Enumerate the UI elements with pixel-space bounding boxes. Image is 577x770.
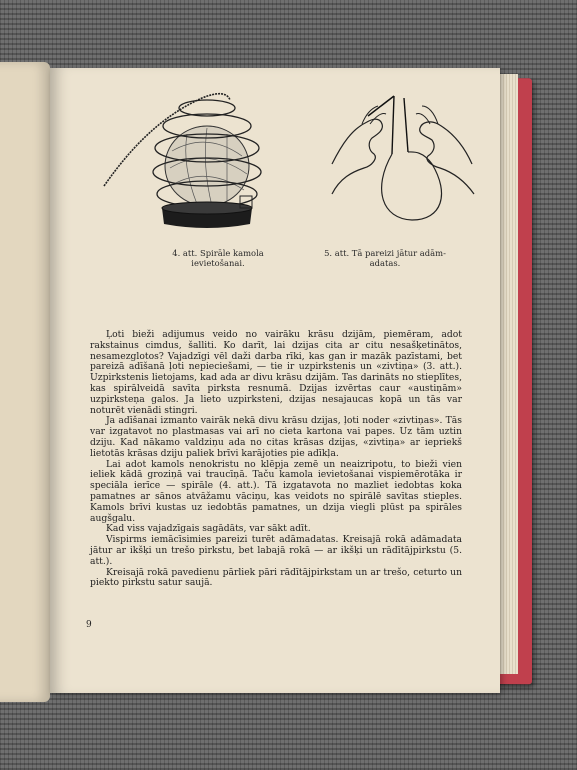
paragraph-6: Kreisajā rokā pavedienu pārliek pāri rādītājpirkstam un ar trešo, ceturto un piekto pirkstu satur saujā. <box>90 566 462 589</box>
book-page <box>50 68 500 693</box>
body-text <box>90 330 462 589</box>
figure-5-illustration <box>322 94 487 224</box>
figure-5-caption <box>320 248 450 268</box>
paragraph-4: Kad viss vajadzīgais sagādāts, var sākt adīt. <box>106 523 311 535</box>
figure-5-caption-line-1: 5. att. Tā pareizi jātur adām- <box>324 248 446 258</box>
figure-5-caption-line-2: adatas. <box>369 258 401 268</box>
paragraph-1: Ļoti bieži adijumus veido no vairāku krāsu dzijām, piemēram, adot rakstainus cimdus, šalliti. Ko darīt, lai dzijas cita ar citu nesašķetinātos, nesamezglotos? Vajadzīgi vēl daži darba rīki, kas gan ir mazāk pazīstami, bet pareizā adīšanā ļoti nepieciešami, — tie ir uzpirkstenis un «zivtiņa» (3. att.). Uzpirkstenis lietojams, kad ada ar divu krāsu dzijām. Tas darināts no stieplītes, kas spirālveidā savīta pirksta resnumā. Dzijas izvērtas caur «austiņām» uzpirksteņa galos. Ja lieto uzpirksteni, dzijas nesajaucas kopā un tās var noturēt vienādi stingri. <box>90 329 462 416</box>
figure-4-caption <box>158 248 278 268</box>
paragraph-2: Ja adīšanai izmanto vairāk nekā divu krāsu dzijas, ļoti noder «zivtiņas». Tās var izgatavot no plastmasas vai arī no cieta kartona vai papes. Uz tām uztin dziju. Kad nākamo valdziņu ada no citas krāsas dzijas, «zivtiņa» ar iepriekš lietotās krāsas dziju paliek brīvi karājoties pie adīkļa. <box>90 415 462 459</box>
page-number: 9 <box>86 620 92 630</box>
figure-4-illustration <box>102 86 267 236</box>
paragraph-3: Lai adot kamols nenokristu no klēpja zemē un neaizripotu, to bieži vien ieliek kādā groziņā vai traucīņā. Taču kamola ievietošanai vispiemērotāka ir speciāla ierīce — spirāle (4. att.). Tā izgatavota no mazliet iedobtas koka pamatnes ar sānos atvāžamu vāciņu, kas veidots no spirālē savītas stieples. Kamols brīvi kustas uz iedobtās pamatnes, un dzija viegli plūst pa spirāles augšgalu. <box>90 458 462 524</box>
figure-4-caption-line-2: ievietošanai. <box>191 258 245 268</box>
left-page <box>0 62 50 702</box>
paragraph-5: Vispirms iemācīsimies pareizi turēt adāmadatas. Kreisajā rokā adāmadata jātur ar ikšķi un trešo pirkstu, bet labajā rokā — ar ikšķi un rādītājpirkstu (5. att.). <box>90 534 462 567</box>
figure-4-caption-line-1: 4. att. Spirāle kamola <box>172 248 264 258</box>
